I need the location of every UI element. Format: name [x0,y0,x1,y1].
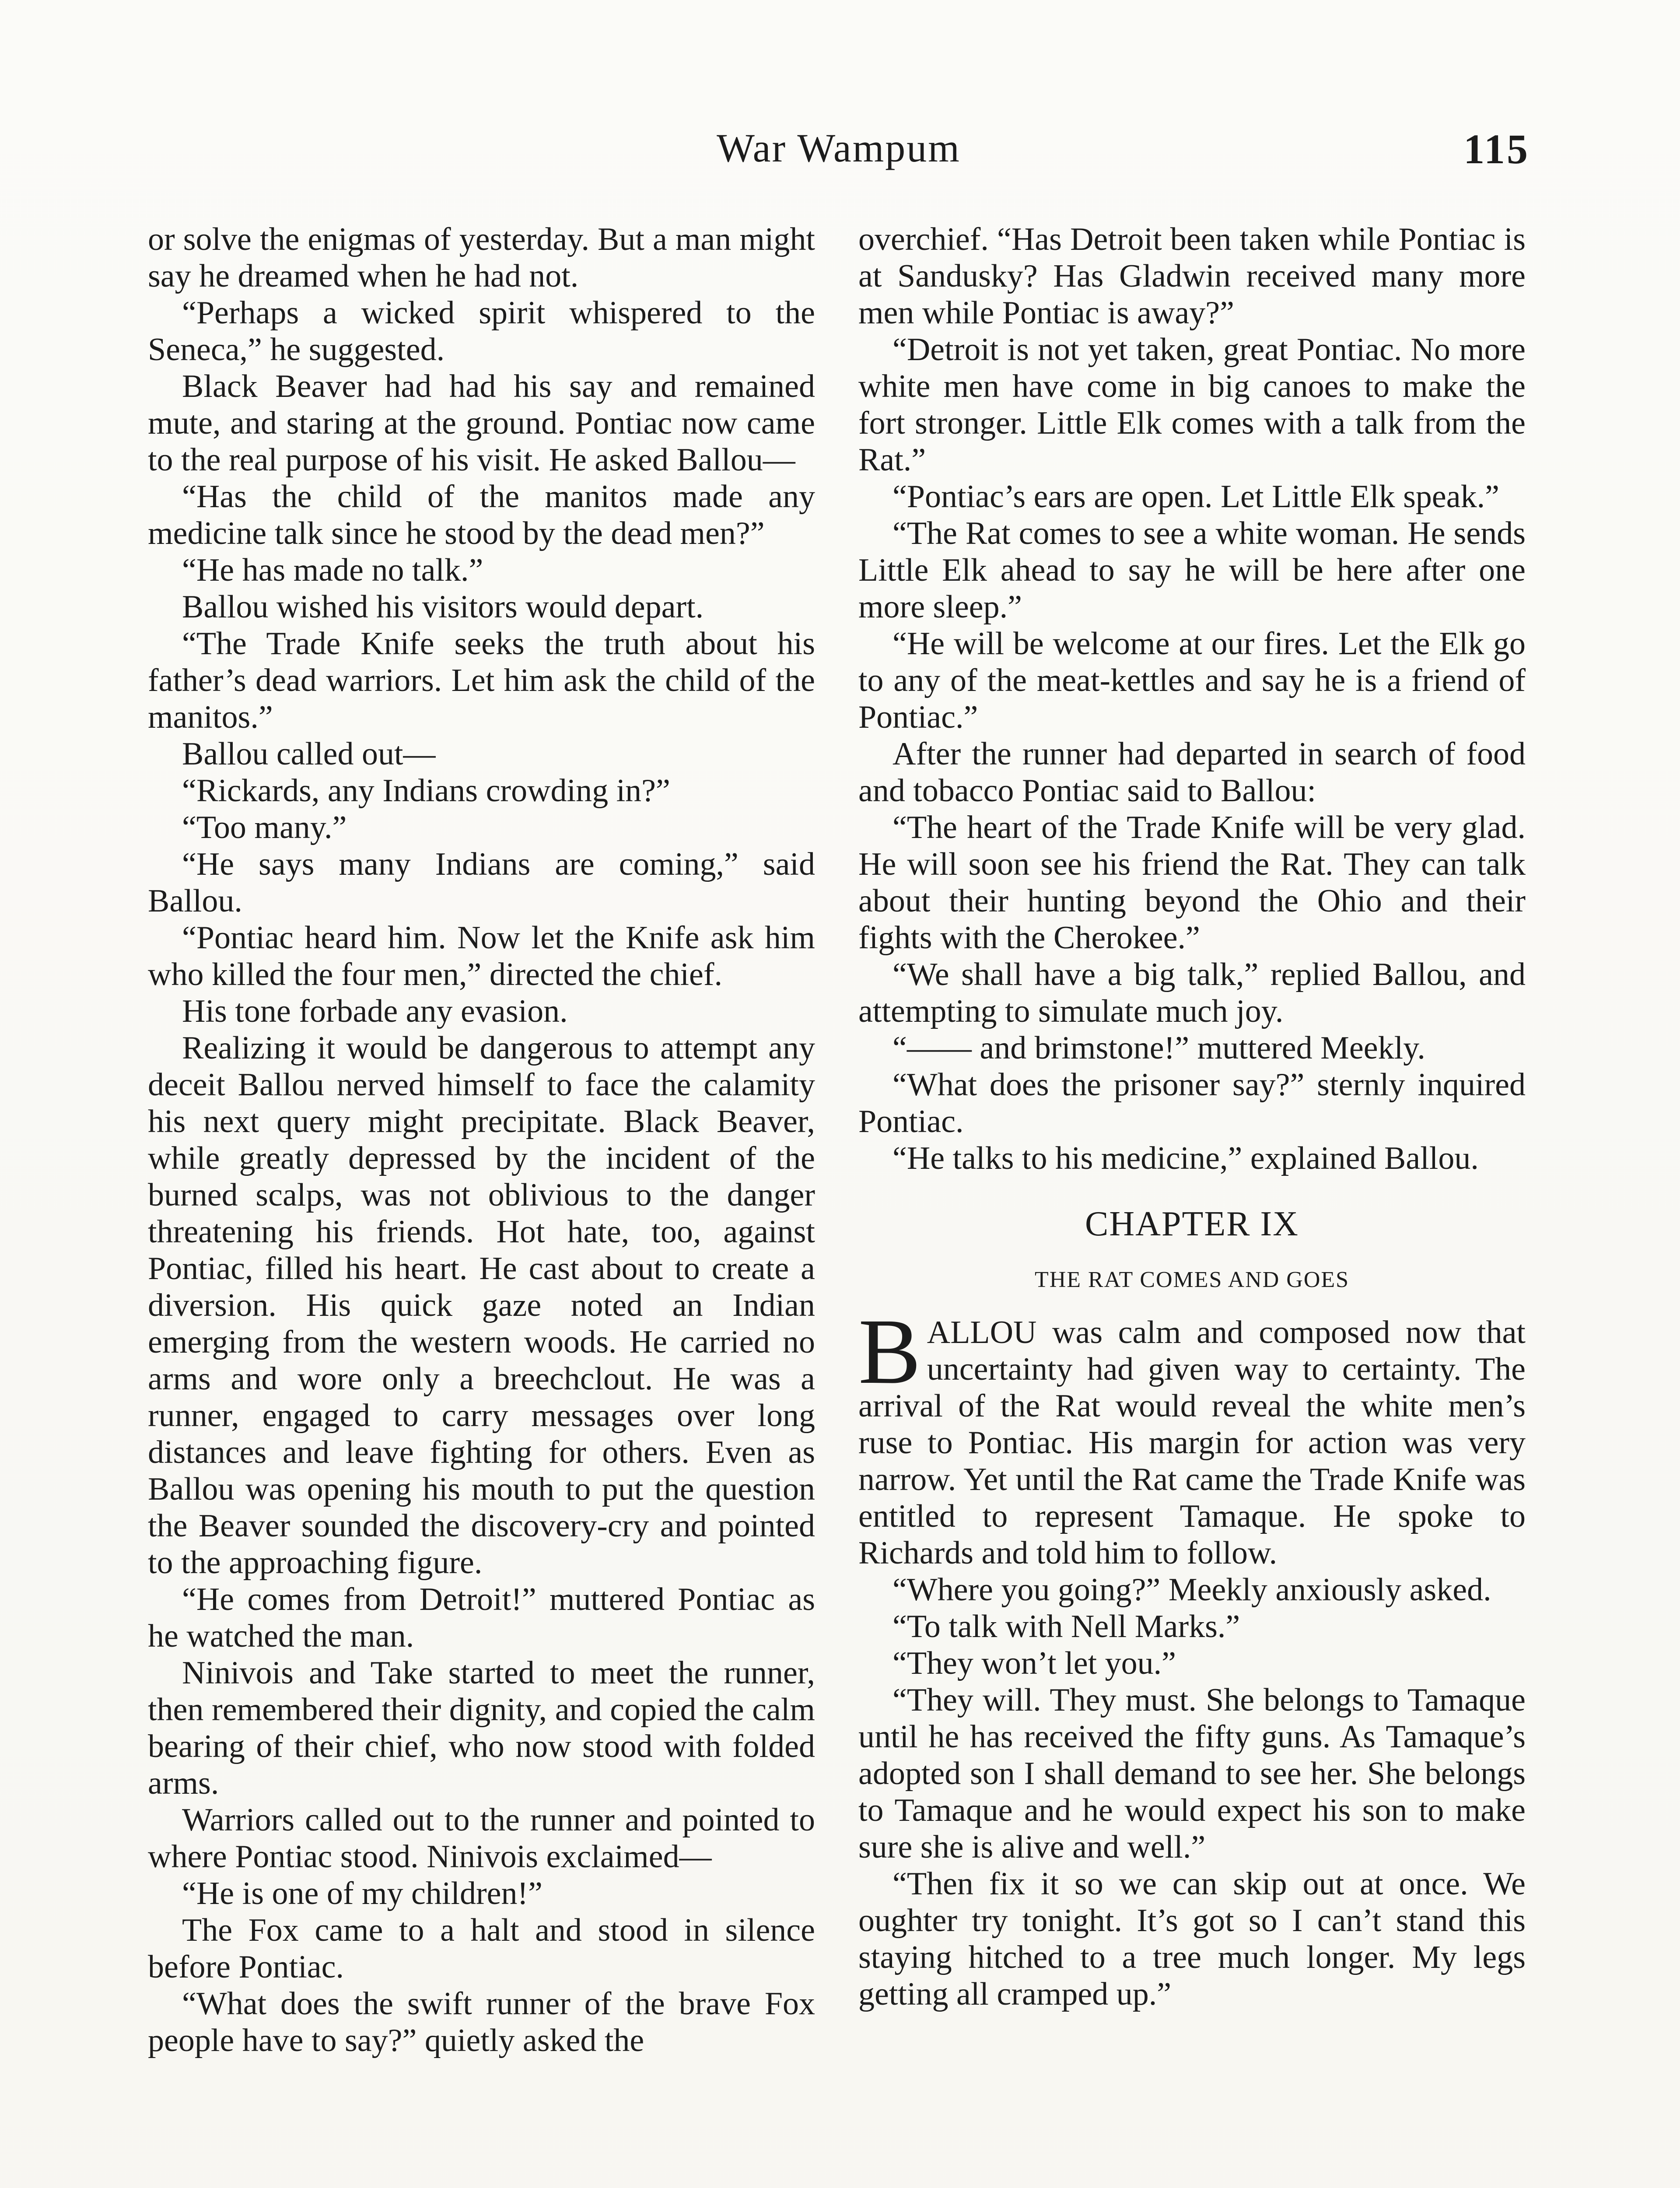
right-column [858,221,1526,2013]
paragraph: “The Rat comes to see a white woman. He sends Little Elk ahead to say he will be here after one more sleep.” [858,515,1526,625]
paragraph: “The heart of the Trade Knife will be very glad. He will soon see his friend the Rat. They can talk about their hunting beyond the Ohio and their fights with the Cherokee.” [858,810,1526,956]
paragraph: “They will. They must. She belongs to Tamaque until he has received the fifty guns. As Tamaque’s adopted son I shall demand to see her. She belongs to Tamaque and he would expect his son to make sure she is alive and well.” [858,1682,1526,1865]
running-head [148,125,1530,177]
paragraph: The Fox came to a halt and stood in silence before Pontiac. [148,1912,815,1985]
paragraph: “Pontiac heard him. Now let the Knife ask him who killed the four men,” directed the chief. [148,920,815,992]
paragraph: “He will be welcome at our fires. Let the Elk go to any of the meat-kettles and say he is a friend of Pontiac.” [858,626,1526,735]
left-column [148,221,815,2059]
paragraph: “What does the swift runner of the brave Fox people have to say?” quietly asked the [148,1986,815,2058]
paragraph: “He comes from Detroit!” muttered Pontiac as he watched the man. [148,1581,815,1654]
paragraph: Ninivois and Take started to meet the runner, then remembered their dignity, and copied the calm bearing of their chief, who now stood with folded arms. [148,1655,815,1801]
paragraph: “He has made no talk.” [182,552,483,588]
paragraph: Ballou called out— [182,736,436,772]
paragraph: “He says many Indians are coming,” said Ballou. [148,846,815,919]
right-column-bottom-text [858,1571,1526,2013]
chapter-heading: CHAPTER IX [1085,1205,1299,1243]
running-title: War Wampum [717,126,961,170]
paragraph: Realizing it would be dangerous to attempt any deceit Ballou nerved himself to face the calamity his next query might precipitate. Black Beaver, while greatly depressed by the incident of the burned scalps, was not oblivious to the danger threatening his friends. Hot hate, too, against Pontiac, filled his heart. He cast about to create a diversion. His quick gaze noted an Indian emerging from the western woods. He carried no arms and wore only a breechclout. He was a runner, engaged to carry messages over long distances and leave fighting for others. Even as Ballou was opening his mouth to put the question the Beaver sounded the discovery-cry and pointed to the approaching figure. [148,1030,815,1581]
paragraph: “Has the child of the manitos made any medicine talk since he stood by the dead men?” [148,479,815,551]
paragraph: “Pontiac’s ears are open. Let Little Elk speak.” [892,479,1499,515]
paragraph: After the runner had departed in search of food and tobacco Pontiac said to Ballou: [858,736,1526,809]
drop-cap: B [858,1300,921,1403]
paragraph: “Too many.” [182,810,347,845]
chapter-opening-text: ALLOU was calm and composed now that uncertainty had given way to certainty. The arrival of the Rat would reveal the white men’s ruse to Pontiac. His margin for action was very narrow. Yet until the Rat came the Trade Knife was entitled to represent Tamaque. He spoke to Richards and told him to follow. [858,1315,1526,1571]
paragraph: “Where you going?” Meekly anxiously asked. [892,1572,1491,1608]
paragraph: “The Trade Knife seeks the truth about his father’s dead warriors. Let him ask the child of the manitos.” [148,626,815,735]
paragraph: “Detroit is not yet taken, great Pontiac. No more white men have come in big canoes to make the fort stronger. Little Elk comes with a talk from the Rat.” [858,332,1526,478]
chapter-opening-paragraph [858,1300,1526,1571]
chapter-subtitle: THE RAT COMES AND GOES [1034,1267,1350,1292]
paragraph: Ballou wished his visitors would depart. [182,589,704,625]
right-column-top-text [858,221,1526,1177]
paragraph: Warriors called out to the runner and pointed to where Pontiac stood. Ninivois exclaimed— [148,1802,815,1875]
paragraph: His tone forbade any evasion. [182,993,568,1029]
paragraph: “He is one of my children!” [182,1876,542,1911]
paragraph: “—— and brimstone!” muttered Meekly. [892,1030,1425,1066]
paragraph: “They won’t let you.” [892,1645,1176,1681]
paragraph: “What does the prisoner say?” sternly inquired Pontiac. [858,1067,1526,1140]
paragraph: or solve the enigmas of yesterday. But a man might say he dreamed when he had not. [148,221,815,294]
page-number: 115 [1463,126,1530,172]
paragraph: overchief. “Has Detroit been taken while Pontiac is at Sandusky? Has Gladwin received many more men while Pontiac is away?” [858,221,1526,331]
paragraph: “Then fix it so we can skip out at once. We oughter try tonight. It’s got so I can’t stand this staying hitched to a tree much longer. My legs getting all cramped up.” [858,1866,1526,2012]
paragraph: “Rickards, any Indians crowding in?” [182,773,670,809]
paragraph: “We shall have a big talk,” replied Ballou, and attempting to simulate much joy. [858,957,1526,1029]
paragraph: “To talk with Nell Marks.” [892,1609,1240,1645]
paragraph: “He talks to his medicine,” explained Ballou. [892,1140,1479,1176]
paragraph: Black Beaver had had his say and remained mute, and staring at the ground. Pontiac now came to the real purpose of his visit. He asked Ballou— [148,368,815,478]
paragraph: “Perhaps a wicked spirit whispered to the Seneca,” he suggested. [148,295,815,368]
